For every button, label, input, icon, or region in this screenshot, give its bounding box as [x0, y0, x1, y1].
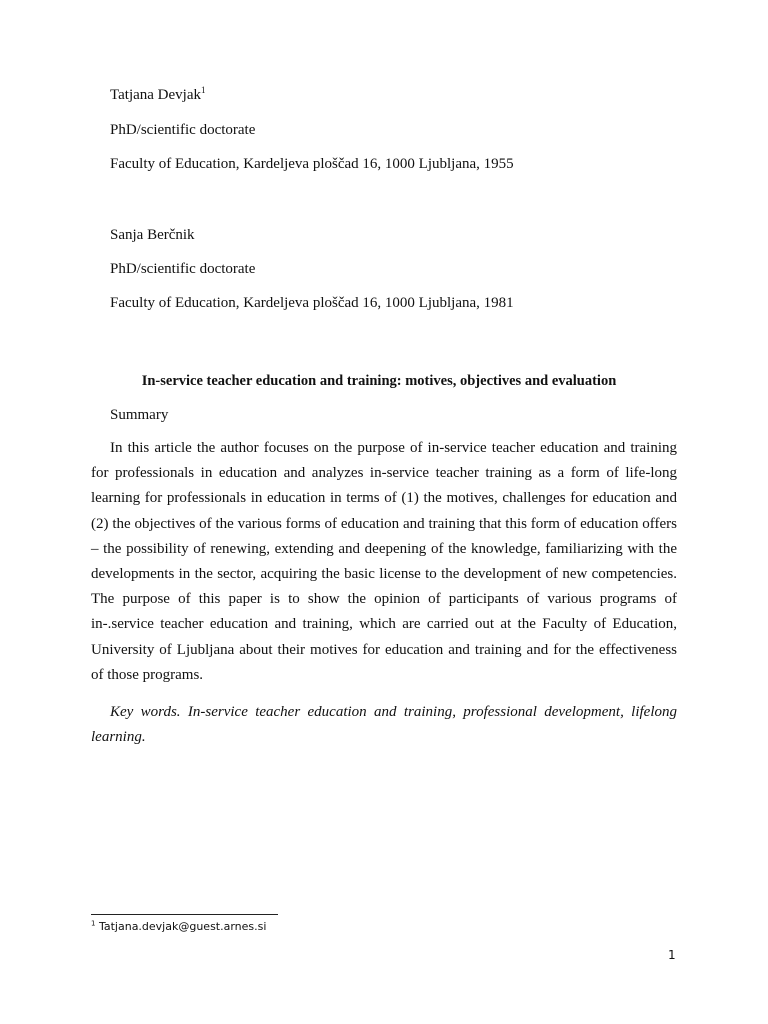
footnote [91, 920, 266, 934]
summary-heading: Summary [110, 407, 169, 423]
keywords-paragraph: Key words. In-service teacher education and training, professional development, lifelong learning. [91, 704, 677, 746]
footnote-separator [91, 914, 278, 915]
abstract-paragraph: In this article the author focuses on the purpose of in-service teacher education and training for professionals in education and analyzes in-service teacher training as a form of life-long learning for professionals in education in terms of (1) the motives, challenges for education and (2) the objectives of the various forms of education and training that this form of education offers – the possibility of renewing, extending and deepening of the knowledge, familiarizing with the developments in the sector, acquiring the basic license to the development of new competencies. The purpose of this paper is to show the opinion of participants of various programs of in-.service teacher education and training, which are carried out at the Faculty of Education, University of Ljubljana about their motives for education and training and for the effectiveness of those programs. [91, 440, 677, 683]
article-title-text: In-service teacher education and training: motives, objectives and evaluation [141, 373, 617, 389]
author-1-footnote-mark: 1 [201, 85, 206, 95]
author-2-name: Sanja Berčnik [110, 227, 195, 243]
footnote-email: Tatjana.devjak@guest.arnes.si [98, 920, 267, 933]
author-2-degree: PhD/scientific doctorate [110, 261, 256, 277]
author-1-affiliation: Faculty of Education, Kardeljeva ploščad 16, 1000 Ljubljana, 1955 [110, 156, 514, 172]
author-1-name: Tatjana Devjak [110, 87, 201, 103]
author-1-name-line [110, 86, 206, 104]
author-1-degree: PhD/scientific doctorate [110, 122, 256, 138]
footnote-mark: 1 [91, 919, 96, 928]
article-title [0, 373, 768, 390]
page-number: 1 [668, 948, 676, 962]
author-2-affiliation: Faculty of Education, Kardeljeva ploščad 16, 1000 Ljubljana, 1981 [110, 295, 514, 311]
